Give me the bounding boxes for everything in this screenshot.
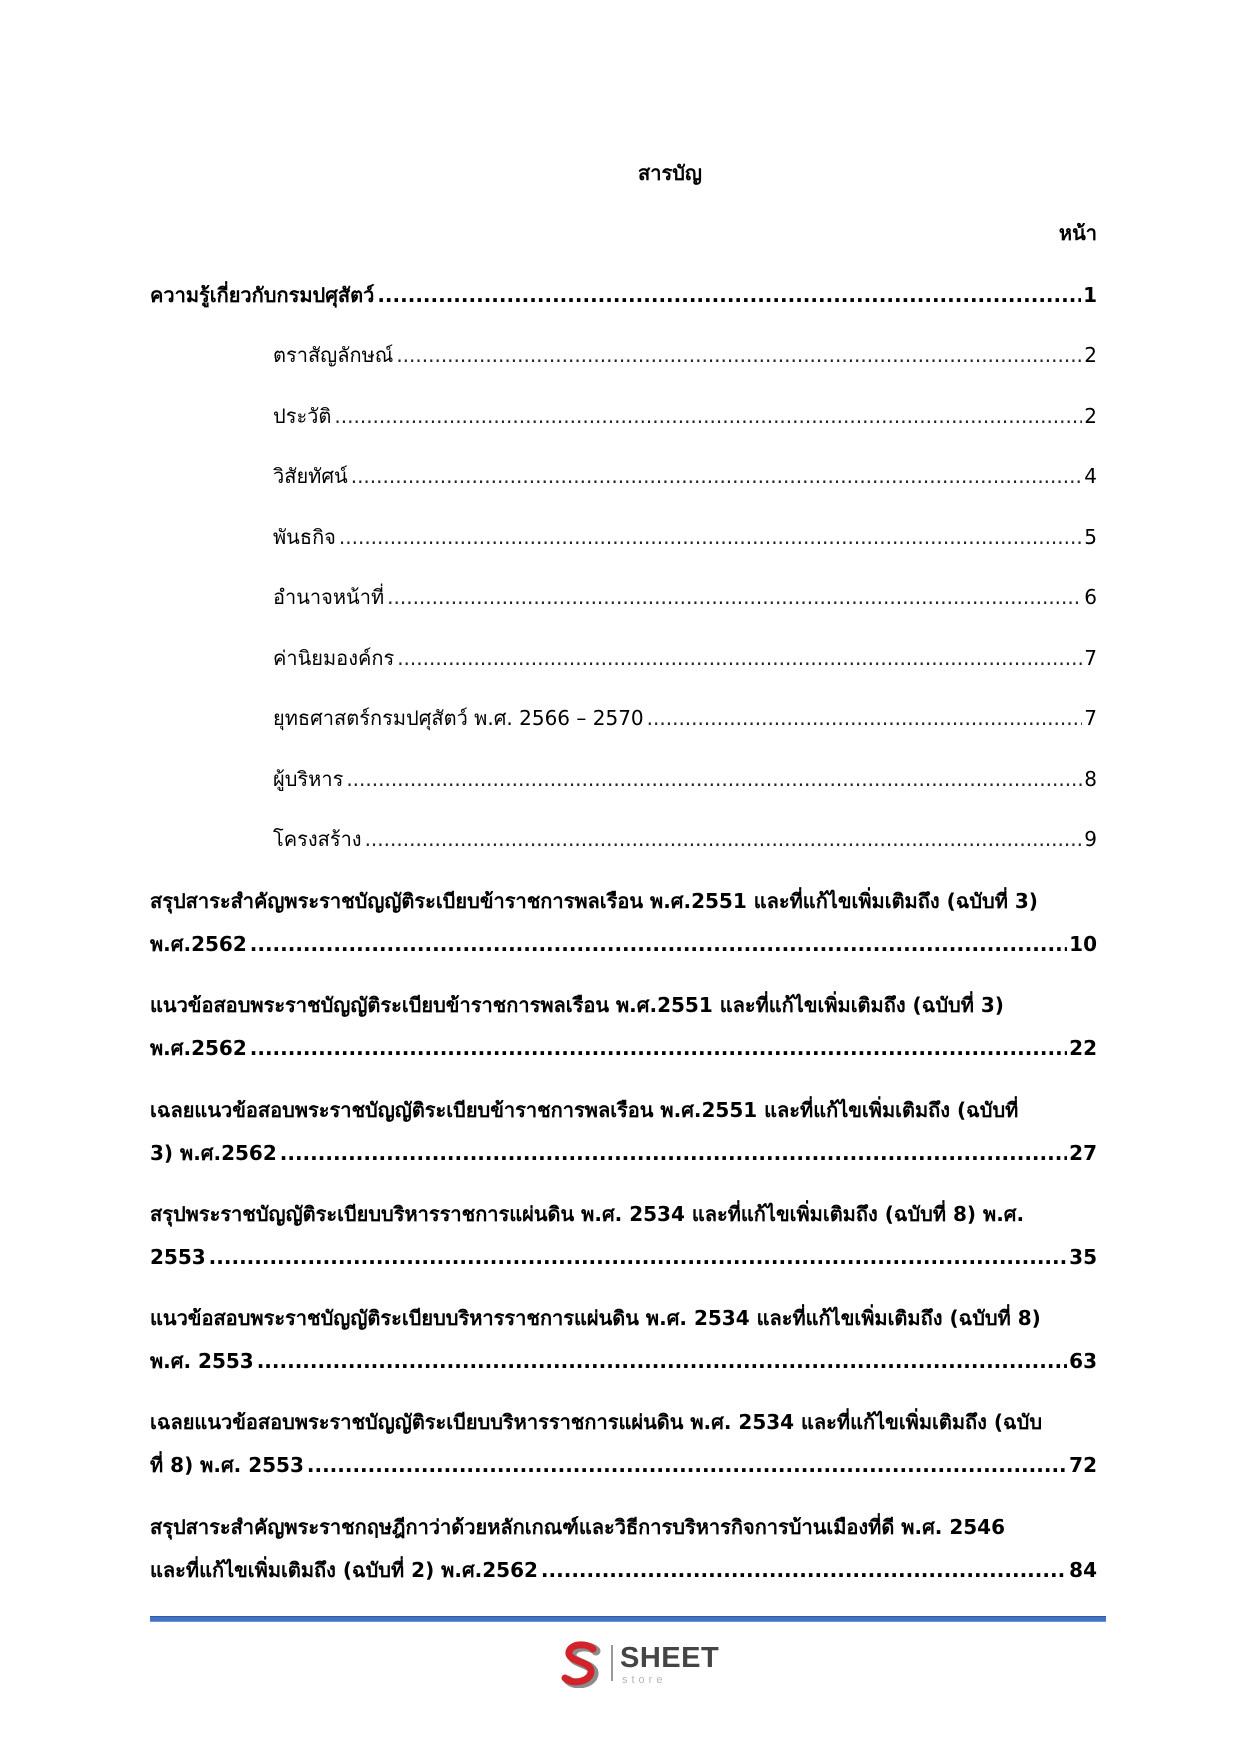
toc-entry	[150, 1506, 1097, 1592]
dot-leader	[538, 1549, 1067, 1592]
toc-page-number: 5	[1084, 524, 1097, 549]
dot-leader	[304, 1444, 1067, 1487]
toc-entry-row	[150, 1340, 1097, 1383]
toc-entry-title-line: เฉลยแนวข้อสอบพระราชบัญญัติระเบียบบริหารราชการแผ่นดิน พ.ศ. 2534 และที่แก้ไขเพิ่มเติมถึง (ฉบับ	[150, 1410, 1043, 1435]
toc-page-number: 2	[1084, 343, 1097, 367]
toc-subentry	[150, 576, 1097, 619]
logo-tagline: store	[622, 1674, 667, 1686]
toc-entry-title-line: 3) พ.ศ.2562	[150, 1140, 277, 1165]
dot-leader	[331, 395, 1082, 438]
toc-entry-title-line: สรุปสาระสำคัญพระราชกฤษฎีกาว่าด้วยหลักเกณฑ์และวิธีการบริหารกิจการบ้านเมืองที่ดี พ.ศ. 2546	[150, 1514, 1005, 1539]
dot-leader	[644, 697, 1083, 740]
dot-leader	[336, 516, 1082, 559]
toc-page-number: 6	[1084, 585, 1097, 609]
toc-subentry	[150, 334, 1097, 377]
toc-entry	[150, 1089, 1097, 1175]
dot-leader	[277, 1132, 1067, 1175]
dot-leader	[247, 923, 1067, 966]
toc-subentry-title: ยุทธศาสตร์กรมปศุสัตว์ พ.ศ. 2566 – 2570	[273, 706, 644, 730]
toc-entry-title-line: สรุปสาระสำคัญพระราชบัญญัติระเบียบข้าราชการพลเรือน พ.ศ.2551 และที่แก้ไขเพิ่มเติมถึง (ฉบับที่ 3)	[150, 889, 1038, 913]
dot-leader	[384, 576, 1082, 619]
toc-entry	[150, 1193, 1097, 1279]
toc-entry	[150, 880, 1097, 966]
dot-leader	[362, 818, 1083, 861]
dot-leader	[348, 455, 1083, 498]
toc-heading: สารบัญ	[638, 161, 702, 185]
toc-entry-row	[150, 1132, 1097, 1175]
toc-page-number: 8	[1084, 766, 1097, 791]
toc-entry-row	[150, 1027, 1097, 1070]
toc-subentry-title: วิสัยทัศน์	[273, 464, 348, 488]
toc-subentry	[150, 697, 1097, 740]
toc-entry-title: ความรู้เกี่ยวกับกรมปศุสัตว์	[150, 282, 375, 307]
toc-entry	[150, 1297, 1097, 1383]
dot-leader	[394, 637, 1082, 680]
dot-leader	[343, 758, 1082, 801]
toc-entry-title-line: แนวข้อสอบพระราชบัญญัติระเบียบข้าราชการพลเรือน พ.ศ.2551 และที่แก้ไขเพิ่มเติมถึง (ฉบับที่ 3)	[150, 993, 1004, 1018]
logo-divider	[611, 1645, 613, 1681]
toc-list	[150, 274, 1097, 1611]
dot-leader	[206, 1236, 1067, 1279]
toc-page-number: 63	[1069, 1349, 1097, 1374]
toc-subentry-title: ผู้บริหาร	[273, 766, 344, 791]
toc-subentry-title: พันธกิจ	[273, 524, 336, 549]
toc-page-number: 84	[1069, 1557, 1097, 1582]
toc-subentry	[150, 395, 1097, 438]
dot-leader	[374, 274, 1081, 317]
toc-entry-title-line: และที่แก้ไขเพิ่มเติมถึง (ฉบับที่ 2) พ.ศ.2562	[150, 1557, 538, 1582]
toc-page-number: 1	[1083, 282, 1097, 307]
dot-leader	[254, 1340, 1067, 1383]
toc-entry-title-line: พ.ศ.2562	[150, 932, 247, 956]
toc-subentry	[150, 818, 1097, 861]
toc-subentry	[150, 455, 1097, 498]
toc-subentry	[150, 516, 1097, 559]
brand-logo	[557, 1640, 727, 1690]
toc-subentry	[150, 637, 1097, 680]
page-column-label: หน้า	[1058, 221, 1097, 245]
toc-entry-title-line: ที่ 8) พ.ศ. 2553	[150, 1453, 304, 1478]
toc-subentry-title: ประวัติ	[273, 403, 332, 428]
toc-page-number: 7	[1084, 645, 1097, 670]
toc-page-number: 72	[1069, 1453, 1097, 1478]
toc-entry-row	[150, 274, 1097, 317]
toc-entry-row	[150, 1549, 1097, 1592]
logo-wordmark: SHEET	[620, 1642, 720, 1674]
toc-page-number: 9	[1084, 827, 1097, 851]
toc-subentry-list	[150, 334, 1097, 861]
toc-subentry-title: ตราสัญลักษณ์	[273, 343, 394, 367]
toc-subentry-title: อำนาจหน้าที่	[273, 585, 385, 609]
toc-entry-title-line: เฉลยแนวข้อสอบพระราชบัญญัติระเบียบข้าราชการพลเรือน พ.ศ.2551 และที่แก้ไขเพิ่มเติมถึง (ฉบับที่	[150, 1097, 1019, 1122]
toc-entry	[150, 1401, 1097, 1487]
toc-page-number: 7	[1084, 706, 1097, 730]
footer-rule	[150, 1616, 1106, 1622]
toc-entry-row	[150, 1444, 1097, 1487]
toc-page-number: 27	[1069, 1140, 1097, 1165]
toc-page-number: 4	[1084, 464, 1097, 488]
toc-entry-title-line: แนวข้อสอบพระราชบัญญัติระเบียบบริหารราชการแผ่นดิน พ.ศ. 2534 และที่แก้ไขเพิ่มเติมถึง (ฉบับที่ 8)	[150, 1306, 1041, 1331]
toc-entry-row	[150, 1236, 1097, 1279]
toc-subentry-title: โครงสร้าง	[273, 827, 362, 851]
toc-page-number: 10	[1069, 932, 1097, 956]
toc-subentry-title: ค่านิยมองค์กร	[273, 645, 395, 670]
toc-entry-row	[150, 923, 1097, 966]
dot-leader	[247, 1027, 1067, 1070]
toc-page-number: 22	[1069, 1036, 1097, 1061]
toc-entry-title-line: พ.ศ.2562	[150, 1036, 247, 1061]
toc-entry-title-line: สรุปพระราชบัญญัติระเบียบบริหารราชการแผ่นดิน พ.ศ. 2534 และที่แก้ไขเพิ่มเติมถึง (ฉบับที่ 8) พ.ศ.	[150, 1201, 1025, 1226]
dot-leader	[393, 334, 1082, 377]
toc-entry-title-line: 2553	[150, 1244, 206, 1269]
toc-subentry	[150, 758, 1097, 801]
toc-page-number: 35	[1069, 1244, 1097, 1269]
toc-page-number: 2	[1084, 403, 1097, 428]
logo-s-icon	[557, 1640, 603, 1688]
toc-entry-title-line: พ.ศ. 2553	[150, 1349, 254, 1374]
toc-entry	[150, 274, 1097, 862]
toc-entry	[150, 984, 1097, 1070]
